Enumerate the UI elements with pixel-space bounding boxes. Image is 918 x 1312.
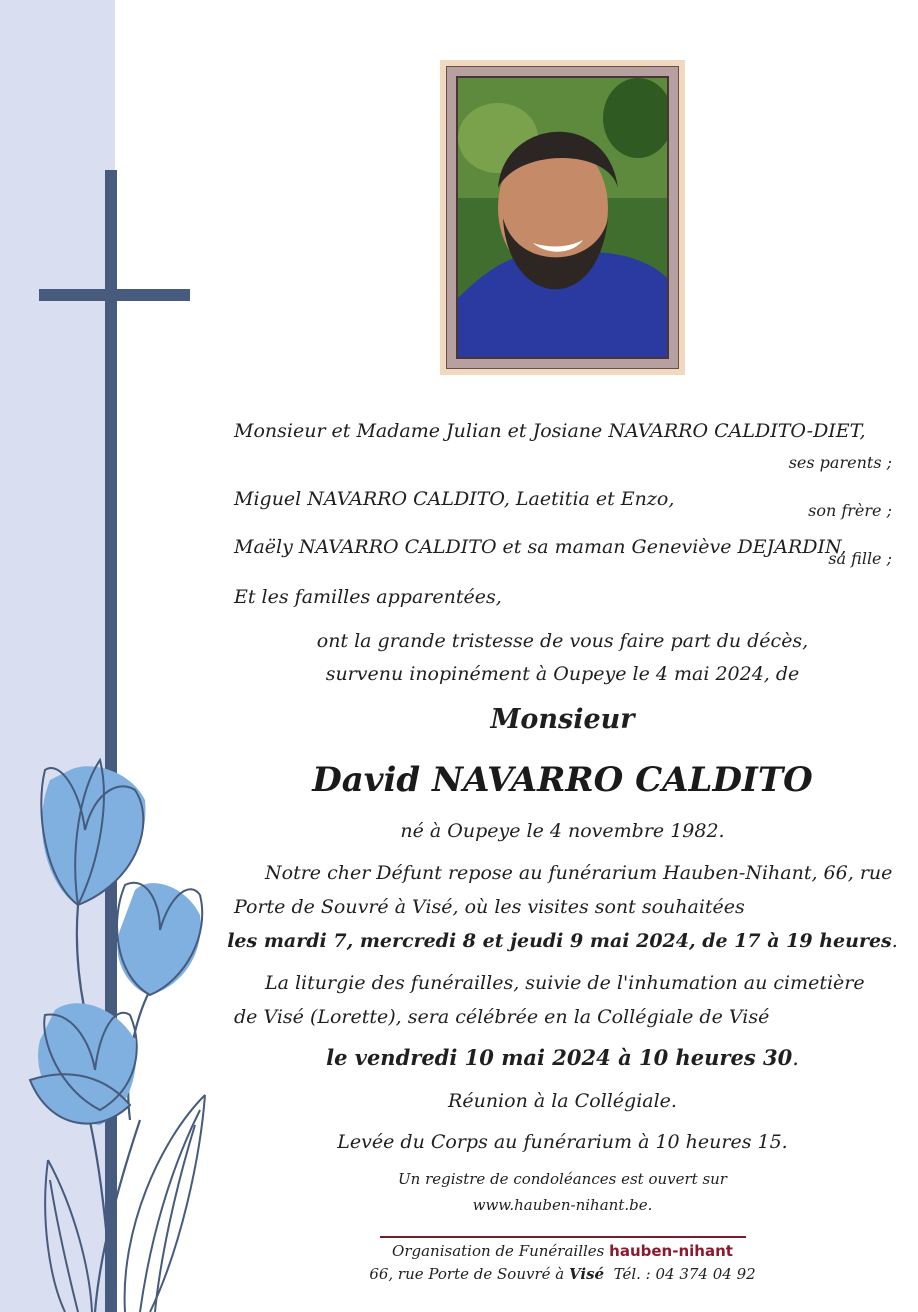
- brother-role: son frère ;: [808, 501, 892, 520]
- portrait-photo: [456, 76, 669, 359]
- cross-and-flowers-decoration: [0, 0, 230, 1312]
- funeral-line-1: La liturgie des funérailles, suivie de l'inhumation au cimetière: [265, 972, 865, 994]
- cross-vertical: [105, 170, 117, 1312]
- daughter-line: Maëly NAVARRO CALDITO et sa maman Geneviève DEJARDIN,: [234, 536, 847, 558]
- daughter-role: sa fille ;: [828, 549, 892, 568]
- visitation-dates-end: .: [891, 930, 898, 952]
- footer-address-text: 66, rue Porte de Souvré à: [369, 1265, 565, 1283]
- registry-url[interactable]: www.hauben-nihant.be.: [472, 1196, 653, 1214]
- registry-line: Un registre de condoléances est ouvert sur: [398, 1170, 727, 1188]
- footer-phone: Tél. : 04 374 04 92: [613, 1265, 756, 1283]
- portrait-mat: [446, 66, 679, 369]
- funeral-line-2: de Visé (Lorette), sera célébrée en la Collégiale de Visé: [234, 1006, 770, 1028]
- visitation-line-1: Notre cher Défunt repose au funérarium Hauben-Nihant, 66, rue: [265, 862, 893, 884]
- footer-address: [210, 1265, 915, 1283]
- footer-org-label: Organisation de Funérailles: [392, 1242, 605, 1260]
- deceased-name: David NAVARRO CALDITO: [312, 760, 813, 800]
- footer-organisation: [210, 1242, 915, 1260]
- tulip-lower: [30, 1003, 137, 1125]
- visitation-line-2: Porte de Souvré à Visé, où les visites sont souhaitées: [234, 896, 745, 918]
- deceased-title: Monsieur: [490, 704, 635, 735]
- footer-divider: [380, 1236, 746, 1238]
- funeral-date-end: .: [792, 1046, 799, 1070]
- announcement-line-2: survenu inopinément à Oupeye le 4 mai 2024, de: [325, 663, 800, 685]
- cross-horizontal: [39, 289, 190, 301]
- brother-line: Miguel NAVARRO CALDITO, Laetitia et Enzo,: [234, 488, 675, 510]
- parents-role: ses parents ;: [788, 453, 892, 472]
- footer-town: Visé: [569, 1265, 605, 1283]
- parents-line: Monsieur et Madame Julian et Josiane NAVARRO CALDITO-DIET,: [234, 420, 866, 442]
- announcement-line-1: ont la grande tristesse de vous faire part du décès,: [316, 630, 809, 652]
- deceased-birth: né à Oupeye le 4 novembre 1982.: [400, 820, 725, 842]
- levee-line: Levée du Corps au funérarium à 10 heures 15.: [337, 1131, 788, 1153]
- funeral-date: le vendredi 10 mai 2024 à 10 heures 30: [326, 1045, 793, 1070]
- tulip-middle: [117, 883, 202, 995]
- families-line: Et les familles apparentées,: [234, 586, 502, 608]
- brand-logo-text: hauben-nihant: [609, 1242, 733, 1260]
- portrait-frame: [440, 60, 685, 375]
- visitation-dates: les mardi 7, mercredi 8 et jeudi 9 mai 2024, de 17 à 19 heures: [227, 930, 892, 952]
- meeting-line: Réunion à la Collégiale.: [448, 1090, 677, 1112]
